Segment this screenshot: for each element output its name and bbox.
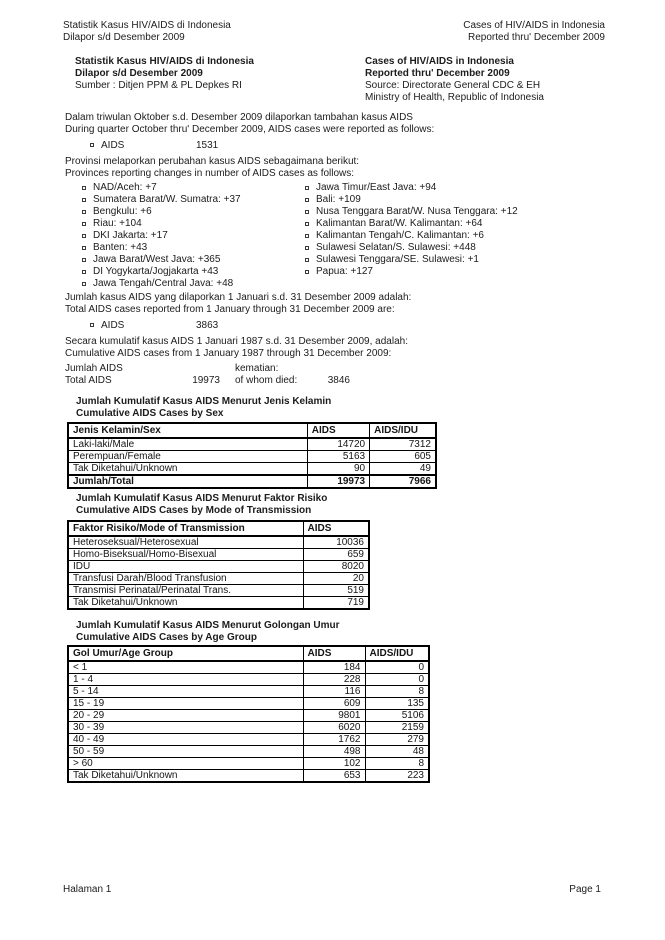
province-item <box>305 254 625 266</box>
province-item <box>82 206 305 218</box>
deaths-value-spacer <box>320 363 350 375</box>
table-cell: 7312 <box>370 438 436 451</box>
table-cell: 0 <box>365 674 429 686</box>
province-label: Bali: +109 <box>316 194 361 205</box>
table-age-title-id: Jumlah Kumulatif Kasus AIDS Menurut Golongan Umur <box>76 620 340 631</box>
quarter-line-id: Dalam triwulan Oktober s.d. Desember 2009 dilaporkan tambahan kasus AIDS <box>65 112 413 123</box>
province-item <box>82 230 305 242</box>
square-bullet-icon <box>82 198 86 202</box>
table-cell: 20 <box>303 573 369 585</box>
table-row <box>68 770 429 783</box>
table-cell: 228 <box>303 674 365 686</box>
table-header-cell: Jenis Kelamin/Sex <box>68 423 307 438</box>
square-bullet-icon <box>305 258 309 262</box>
running-header-right <box>463 20 605 44</box>
source-en-line2: Ministry of Health, Republic of Indonesia <box>365 92 544 103</box>
province-label: Riau: +104 <box>93 218 142 229</box>
table-cell: Heteroseksual/Heterosexual <box>68 536 303 549</box>
table-cell: 7966 <box>370 475 436 488</box>
province-label: NAD/Aceh: +7 <box>93 182 157 193</box>
square-bullet-icon <box>82 258 86 262</box>
square-bullet-icon <box>305 222 309 226</box>
table-cell: < 1 <box>68 661 303 674</box>
table-row <box>68 686 429 698</box>
table-mode-title <box>76 493 608 517</box>
table-row <box>68 661 429 674</box>
table-cell: 5163 <box>307 451 369 463</box>
province-label: Bengkulu: +6 <box>93 206 152 217</box>
province-label: Sulawesi Tenggara/SE. Sulawesi: +1 <box>316 254 479 265</box>
source-en-line1: Source: Directorate General CDC & EH <box>365 80 541 91</box>
table-row <box>68 758 429 770</box>
table-row <box>68 674 429 686</box>
total-value: 19973 <box>192 375 220 386</box>
title-id-line1: Statistik Kasus HIV/AIDS di Indonesia <box>75 56 254 67</box>
province-label: Nusa Tenggara Barat/W. Nusa Tenggara: +12 <box>316 206 518 217</box>
table-cell: IDU <box>68 561 303 573</box>
table-sex-title-en: Cumulative AIDS Cases by Sex <box>76 408 224 419</box>
square-bullet-icon <box>82 282 86 286</box>
province-label: DI Yogykarta/Jogjakarta +43 <box>93 266 219 277</box>
table-row <box>68 475 436 488</box>
provinces-intro-id: Provinsi melaporkan perubahan kasus AIDS sebagaimana berikut: <box>65 156 360 167</box>
running-header-right-line2: Reported thru' December 2009 <box>468 32 605 43</box>
table-header-row <box>68 423 436 438</box>
year-paragraph <box>65 292 608 316</box>
square-bullet-icon <box>305 234 309 238</box>
table-sex <box>67 422 437 489</box>
table-header-cell: AIDS/IDU <box>365 646 429 661</box>
quarter-paragraph <box>65 112 608 136</box>
table-header-cell: AIDS/IDU <box>370 423 436 438</box>
table-cell: > 60 <box>68 758 303 770</box>
table-cell: 5 - 14 <box>68 686 303 698</box>
table-cell: 0 <box>365 661 429 674</box>
square-bullet-icon <box>90 323 94 327</box>
table-cell: 605 <box>370 451 436 463</box>
province-item <box>82 182 305 194</box>
square-bullet-icon <box>305 210 309 214</box>
square-bullet-icon <box>305 186 309 190</box>
table-cell: 6020 <box>303 722 365 734</box>
table-age-title <box>76 620 608 644</box>
table-row <box>68 463 436 476</box>
province-column-right <box>305 182 625 290</box>
year-line-en: Total AIDS cases reported from 1 January through 31 December 2009 are: <box>65 304 395 315</box>
footer-page-label-id: Halaman 1 <box>63 884 112 895</box>
province-item <box>305 194 625 206</box>
table-cell: 1 - 4 <box>68 674 303 686</box>
provinces-intro <box>65 156 608 180</box>
table-mode-wrap <box>67 520 370 610</box>
province-item <box>305 242 625 254</box>
table-row <box>68 536 369 549</box>
province-item <box>82 278 305 290</box>
total-label-id: Jumlah AIDS <box>65 363 123 374</box>
table-cell: 10036 <box>303 536 369 549</box>
title-block <box>75 56 608 104</box>
province-item <box>305 182 625 194</box>
table-row <box>68 573 369 585</box>
table-header-row <box>68 646 429 661</box>
square-bullet-icon <box>82 186 86 190</box>
table-row <box>68 597 369 610</box>
province-label: Kalimantan Tengah/C. Kalimantan: +6 <box>316 230 484 241</box>
table-cell: 5106 <box>365 710 429 722</box>
title-block-left <box>75 56 365 104</box>
running-header-left <box>63 20 231 44</box>
table-cell: 48 <box>365 746 429 758</box>
deaths-value: 3846 <box>327 375 350 386</box>
table-cell: Transmisi Perinatal/Perinatal Trans. <box>68 585 303 597</box>
year-aids-bullet <box>90 320 218 332</box>
province-label: Kalimantan Barat/W. Kalimantan: +64 <box>316 218 483 229</box>
province-list <box>82 182 625 290</box>
source-id: Sumber : Ditjen PPM & PL Depkes RI <box>75 80 242 91</box>
table-cell: 8 <box>365 686 429 698</box>
table-row <box>68 746 429 758</box>
table-cell: 49 <box>370 463 436 476</box>
province-item <box>82 218 305 230</box>
province-item <box>305 206 625 218</box>
table-sex-title-id: Jumlah Kumulatif Kasus AIDS Menurut Jenis Kelamin <box>76 396 332 407</box>
provinces-intro-en: Provinces reporting changes in number of AIDS cases as follows: <box>65 168 355 179</box>
table-cell: 609 <box>303 698 365 710</box>
table-cell: 519 <box>303 585 369 597</box>
table-header-cell: AIDS <box>303 646 365 661</box>
province-label: Jawa Barat/West Java: +365 <box>93 254 221 265</box>
table-cell: 719 <box>303 597 369 610</box>
table-cell: 279 <box>365 734 429 746</box>
square-bullet-icon <box>82 270 86 274</box>
table-age-wrap <box>67 645 430 783</box>
table-mode-title-en: Cumulative AIDS Cases by Mode of Transmission <box>76 505 312 516</box>
table-row <box>68 710 429 722</box>
table-cell: 19973 <box>307 475 369 488</box>
province-item <box>305 266 625 278</box>
table-cell: 40 - 49 <box>68 734 303 746</box>
deaths-label-id: kematian: <box>235 363 279 374</box>
table-cell: 135 <box>365 698 429 710</box>
running-header-left-line1: Statistik Kasus HIV/AIDS di Indonesia <box>63 20 231 31</box>
table-mode-title-id: Jumlah Kumulatif Kasus AIDS Menurut Faktor Risiko <box>76 493 328 504</box>
province-label: Jawa Tengah/Central Java: +48 <box>93 278 234 289</box>
cumulative-totals <box>65 363 385 387</box>
table-row <box>68 438 436 451</box>
table-cell: 184 <box>303 661 365 674</box>
cumulative-line-en: Cumulative AIDS cases from 1 January 1987 through 31 December 2009: <box>65 348 392 359</box>
province-label: Sumatera Barat/W. Sumatra: +37 <box>93 194 241 205</box>
square-bullet-icon <box>305 270 309 274</box>
table-cell: Transfusi Darah/Blood Transfusion <box>68 573 303 585</box>
table-header-cell: AIDS <box>303 521 369 536</box>
table-header-cell: AIDS <box>307 423 369 438</box>
total-value-spacer <box>180 363 220 375</box>
table-row <box>68 734 429 746</box>
province-item <box>82 266 305 278</box>
province-label: Banten: +43 <box>93 242 148 253</box>
cumulative-line-id: Secara kumulatif kasus AIDS 1 Januari 1987 s.d. 31 Desember 2009, adalah: <box>65 336 408 347</box>
table-cell: 9801 <box>303 710 365 722</box>
total-label-en: Total AIDS <box>65 375 112 386</box>
table-cell: 8 <box>365 758 429 770</box>
title-en-line2: Reported thru' December 2009 <box>365 68 510 79</box>
table-cell: 116 <box>303 686 365 698</box>
table-cell: 15 - 19 <box>68 698 303 710</box>
table-row <box>68 698 429 710</box>
footer-page-label-en: Page 1 <box>569 884 601 895</box>
table-cell: 14720 <box>307 438 369 451</box>
province-label: Papua: +127 <box>316 266 373 277</box>
table-cell: 653 <box>303 770 365 783</box>
title-id-line2: Dilapor s/d Desember 2009 <box>75 68 203 79</box>
province-label: Sulawesi Selatan/S. Sulawesi: +448 <box>316 242 476 253</box>
table-header-row <box>68 521 369 536</box>
quarter-aids-value: 1531 <box>196 140 219 151</box>
table-row <box>68 722 429 734</box>
table-row <box>68 451 436 463</box>
table-cell: 223 <box>365 770 429 783</box>
table-age <box>67 645 430 783</box>
table-header-cell: Gol Umur/Age Group <box>68 646 303 661</box>
table-cell: 20 - 29 <box>68 710 303 722</box>
quarter-aids-label: AIDS <box>101 140 125 151</box>
table-row <box>68 549 369 561</box>
table-header-cell: Faktor Risiko/Mode of Transmission <box>68 521 303 536</box>
square-bullet-icon <box>82 210 86 214</box>
province-item <box>82 194 305 206</box>
table-age-title-en: Cumulative AIDS Cases by Age Group <box>76 632 257 643</box>
square-bullet-icon <box>90 143 94 147</box>
table-cell: 90 <box>307 463 369 476</box>
province-column-left <box>82 182 305 290</box>
table-cell: Tak Diketahui/Unknown <box>68 770 303 783</box>
table-cell: Laki-laki/Male <box>68 438 307 451</box>
page-footer <box>63 884 601 896</box>
table-cell: Perempuan/Female <box>68 451 307 463</box>
deaths-label-en: of whom died: <box>235 375 298 386</box>
table-cell: 2159 <box>365 722 429 734</box>
square-bullet-icon <box>305 198 309 202</box>
square-bullet-icon <box>82 234 86 238</box>
running-header-right-line1: Cases of HIV/AIDS in Indonesia <box>463 20 605 31</box>
table-cell: 50 - 59 <box>68 746 303 758</box>
square-bullet-icon <box>82 246 86 250</box>
running-header <box>63 20 605 44</box>
table-cell: Homo-Biseksual/Homo-Bisexual <box>68 549 303 561</box>
province-item <box>305 230 625 242</box>
province-item <box>305 218 625 230</box>
square-bullet-icon <box>82 222 86 226</box>
table-cell: Tak Diketahui/Unknown <box>68 597 303 610</box>
table-cell: 102 <box>303 758 365 770</box>
square-bullet-icon <box>305 246 309 250</box>
running-header-left-line2: Dilapor s/d Desember 2009 <box>63 32 185 43</box>
quarter-line-en: During quarter October thru' December 2009, AIDS cases were reported as follows: <box>65 124 435 135</box>
table-cell: 498 <box>303 746 365 758</box>
province-label: Jawa Timur/East Java: +94 <box>316 182 437 193</box>
title-block-right <box>365 56 608 104</box>
table-cell: 30 - 39 <box>68 722 303 734</box>
year-line-id: Jumlah kasus AIDS yang dilaporkan 1 Januari s.d. 31 Desember 2009 adalah: <box>65 292 412 303</box>
province-item <box>82 254 305 266</box>
title-en-line1: Cases of HIV/AIDS in Indonesia <box>365 56 514 67</box>
table-row <box>68 585 369 597</box>
year-aids-label: AIDS <box>101 320 125 331</box>
quarter-aids-bullet <box>90 140 218 152</box>
table-cell: 8020 <box>303 561 369 573</box>
table-cell: Tak Diketahui/Unknown <box>68 463 307 476</box>
year-aids-value: 3863 <box>196 320 219 331</box>
table-cell: 1762 <box>303 734 365 746</box>
province-label: DKI Jakarta: +17 <box>93 230 168 241</box>
province-item <box>82 242 305 254</box>
table-row <box>68 561 369 573</box>
table-sex-wrap <box>67 422 437 489</box>
table-mode <box>67 520 370 610</box>
cumulative-paragraph <box>65 336 608 360</box>
table-sex-title <box>76 396 608 420</box>
table-cell: Jumlah/Total <box>68 475 307 488</box>
table-cell: 659 <box>303 549 369 561</box>
